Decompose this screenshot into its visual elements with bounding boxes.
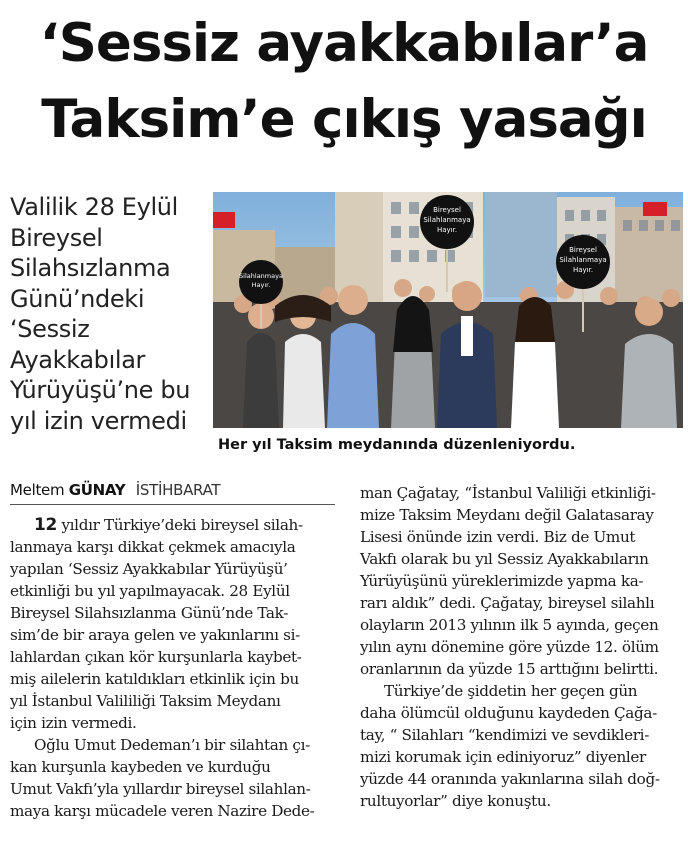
byline bbox=[10, 480, 335, 505]
body-line: tay, “ Silahları “kendimizi ve sevdikleri- bbox=[360, 726, 649, 744]
author-last-name: GÜNAY bbox=[68, 481, 126, 499]
body-line-text: yıldır Türkiye’deki bireysel silah- bbox=[56, 516, 303, 534]
deck-line: Bireysel bbox=[10, 223, 103, 252]
body-line: Vakfı olarak bu yıl Sessiz Ayakkabıların bbox=[360, 550, 649, 568]
svg-text:Silahlanmaya: Silahlanmaya bbox=[423, 216, 471, 224]
body-line: Yürüyüşünü yüreklerimizde yapma ka- bbox=[360, 572, 644, 590]
author-first-name: Meltem bbox=[10, 481, 65, 499]
body-line: Türkiye’de şiddetin her geçen gün bbox=[384, 682, 638, 700]
deck-line: Yürüyüşü’ne bu bbox=[10, 376, 191, 404]
body-line: olayların 2013 yılının ilk 5 ayında, geçen bbox=[360, 616, 659, 634]
photo-caption: Her yıl Taksim meydanında düzenleniyordu. bbox=[218, 437, 576, 453]
body-line: yılın aynı dönemine göre yüzde 12. ölüm bbox=[360, 638, 659, 656]
body-line: sim’de bir araya gelen ve yakınlarını si- bbox=[10, 626, 300, 644]
body-line: rultuyorlar” diye konuştu. bbox=[360, 792, 551, 810]
body-line: yüzde 44 oranında yakınlarına silah doğ- bbox=[360, 770, 660, 788]
body-line: Oğlu Umut Dedeman’ı bir silahtan çı- bbox=[34, 736, 310, 754]
body-line: kan kurşunla kaybeden ve kurduğu bbox=[10, 758, 271, 776]
deck-line: Günü’ndeki bbox=[10, 284, 145, 313]
body-line: yıl İstanbul Valililiği Taksim Meydanı bbox=[10, 692, 281, 710]
deck-subheadline bbox=[10, 192, 208, 436]
body-line: Lisesi önünde izin verdi. Biz de Umut bbox=[360, 528, 636, 546]
body-line: mizi korumak için ediniyoruz” diyenler bbox=[360, 748, 646, 766]
body-line bbox=[10, 514, 334, 536]
deck-line: Silahsızlanma bbox=[10, 254, 171, 282]
deck-line: yıl izin vermedi bbox=[10, 406, 187, 435]
svg-text:Hayır.: Hayır. bbox=[436, 226, 458, 234]
deck-line: Ayakkabılar bbox=[10, 345, 146, 374]
body-line: oranlarının da yüzde 15 arttığını belirtti. bbox=[360, 660, 659, 678]
body-line: daha ölümcül olduğunu kaydeden Çağa- bbox=[360, 704, 657, 722]
body-line: maya karşı mücadele veren Nazire Dede- bbox=[10, 802, 315, 820]
svg-text:Hayır.: Hayır. bbox=[251, 281, 271, 289]
body-line: lahlardan çıkan kör kurşunlarla kaybet- bbox=[10, 648, 302, 666]
headline-line-1: ‘Sessiz ayakkabılar’a bbox=[39, 13, 649, 74]
svg-text:Silahlanmaya: Silahlanmaya bbox=[559, 256, 607, 264]
body-line: miş ailelerin katıldıkları etkinlik için bu bbox=[10, 670, 299, 688]
body-line: yapılan ‘Sessiz Ayakkabılar Yürüyüşü’ bbox=[10, 560, 288, 578]
body-line: için izin vermedi. bbox=[10, 714, 137, 732]
svg-text:Silahlanmaya: Silahlanmaya bbox=[239, 272, 283, 280]
news-photo bbox=[213, 192, 683, 428]
body-line: man Çağatay, “İstanbul Valiliği etkinliği- bbox=[360, 484, 656, 502]
deck-line: Valilik 28 Eylül bbox=[10, 193, 178, 221]
body-line: rarı aldık” dedi. Çağatay, bireysel silahlı bbox=[360, 594, 655, 612]
svg-text:Bireysel: Bireysel bbox=[569, 246, 597, 254]
byline-desk: İSTİHBARAT bbox=[135, 481, 221, 499]
body-line: Bireysel Silahsızlanma Günü’nde Tak- bbox=[10, 604, 288, 622]
article-column-1 bbox=[10, 514, 334, 822]
headline-line-2: Taksim’e çıkış yasağı bbox=[41, 89, 647, 150]
article-column-2 bbox=[360, 482, 682, 812]
body-line: lanmaya karşı dikkat çekmek amacıyla bbox=[10, 538, 296, 556]
body-line: mize Taksim Meydanı değil Galatasaray bbox=[360, 506, 654, 524]
body-line: etkinliği bu yıl yapılmayacak. 28 Eylül bbox=[10, 582, 290, 600]
svg-text:Hayır.: Hayır. bbox=[572, 266, 594, 274]
body-line: Umut Vakfı’yla yıllardır bireysel silahlan- bbox=[10, 780, 311, 798]
svg-text:Bireysel: Bireysel bbox=[433, 206, 461, 214]
deck-line: ‘Sessiz bbox=[10, 315, 90, 343]
lead-number: 12 bbox=[34, 515, 57, 535]
